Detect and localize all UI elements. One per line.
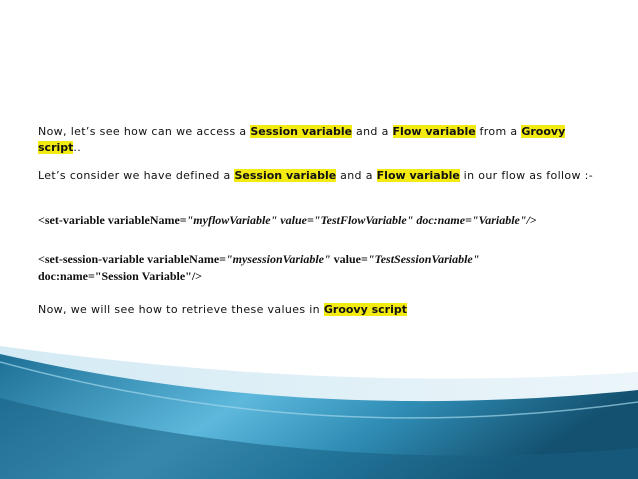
flow-variable-highlight-2: Flow variable	[376, 169, 460, 182]
intro-text-3: from a	[475, 125, 522, 138]
code-attr-value: "TestSessionVariable"	[367, 252, 480, 266]
code-attrs: "myflowVariable" value="TestFlowVariable" doc:name="Variable"/	[186, 213, 530, 227]
definition-text: Let’s consider we have defined a	[38, 169, 235, 182]
intro-text-2: and a	[352, 125, 393, 138]
code-close: >	[529, 213, 537, 227]
closing-text: Now, we will see how to retrieve these values in	[38, 303, 324, 316]
closing-paragraph	[38, 302, 407, 318]
groovy-script-highlight: Groovy script	[323, 303, 407, 316]
definition-text-end: in our flow as follow :-	[459, 169, 594, 182]
groovy-highlight: Groovy	[521, 125, 566, 138]
code-close-2: />	[191, 269, 203, 283]
code-attr-name: "mysessionVariable"	[225, 252, 331, 266]
decorative-wave	[0, 338, 638, 479]
code-docname: doc:name="Session Variable"	[38, 269, 192, 283]
definition-paragraph	[38, 168, 593, 184]
script-highlight: script	[38, 141, 74, 154]
code-tag: <set-variable variableName=	[38, 213, 187, 227]
session-variable-highlight: Session variable	[250, 125, 353, 138]
intro-text: Now, let’s see how can we access a	[38, 125, 251, 138]
flow-variable-highlight: Flow variable	[392, 125, 476, 138]
set-variable-code	[38, 212, 537, 229]
code-tag-2: <set-session-variable variableName=	[38, 252, 226, 266]
intro-text-end: ..	[73, 141, 82, 154]
code-attr-label: value=	[330, 252, 368, 266]
intro-paragraph	[38, 124, 565, 156]
session-variable-highlight-2: Session variable	[234, 169, 337, 182]
definition-text-2: and a	[336, 169, 377, 182]
set-session-variable-code	[38, 251, 479, 285]
